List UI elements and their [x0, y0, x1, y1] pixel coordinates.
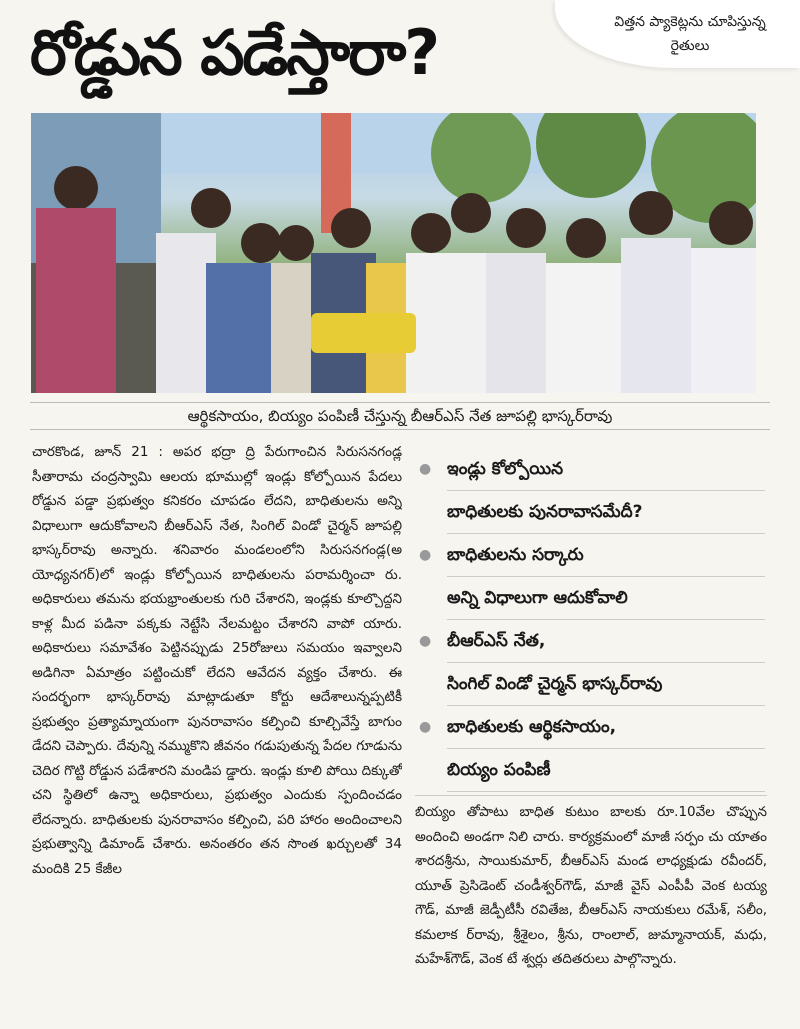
- highlight-line: ● ఇండ్లు కోల్పోయిన: [447, 448, 765, 491]
- highlight-line: ● బీఆర్‌ఎస్ నేత,: [447, 620, 765, 663]
- highlight-line: అన్ని విధాలుగా ఆదుకోవాలి: [447, 577, 765, 620]
- side-photo-caption: [555, 0, 800, 68]
- people-photo-illustration: [31, 113, 756, 393]
- highlight-line: ● బాధితులకు ఆర్థికసాయం,: [447, 706, 765, 749]
- article-body-left: చారకొండ, జూన్ 21 : అపర భద్రా ద్రి పేరుగాంచిన సిరుసనగండ్ల సీతారామ చంద్రస్వామి ఆలయ భూముల్లో ఇండ్లు కోల్పోయిన పేదలు రోడ్డున పడ్డా ప్రభుత్వం కనికరం చూపడం లేదని, బాధితులను అన్ని విధాలుగా ఆదుకోవాలని బీఆర్‌ఎస్ నేత, సింగిల్ విండో చైర్మన్ జూపల్లి భాస్కర్‌రావు అన్నారు. శనివారం మండలంలోని సిరుసనగండ్ల(అ యోధ్యనగర్)లో ఇండ్లు కోల్పోయిన బాధితులను పరామర్శించా రు. అధికారులు తమను భయభ్రాంతులకు గురి చేశారని, ఇండ్లకు కూల్చొద్దని కాళ్ల మీద పడినా పక్కకు నెట్టేసి నేలమట్టం చేశారని వాపో యారు. అధికారులు సమావేశం పెట్టినప్పుడు 25రోజులు సమయం ఇవ్వాలని అడిగినా ఏమాత్రం పట్టించుకో లేదని ఆవేదన వ్యక్తం చేశారు. ఈ సందర్భంగా భాస్కర్‌రావు మాట్లాడుతూ కోర్టు ఆదేశాలున్నప్పటికీ ప్రభుత్వం ప్రత్యామ్నాయంగా పునరావాసం కల్పించి కూల్చివేస్తే బాగుం డేదని చెప్పారు. దేవున్ని నమ్ముకొని జీవనం గడుపుతున్న పేదల గూడును చెదిర గొట్టి రోడ్డున పడేశారని మండిప డ్డారు. ఇండ్లు కూలి పోయి దిక్కుతో చని స్థితిలో ఉన్నా అధికారులు, ప్రభుత్వం ఎందుకు స్పందించడం లేదన్నారు. బాధితులకు పునరావాసం కల్పించి, పరి హారం అందించాలని ప్రభుత్వాన్ని డిమాండ్ చేశారు. అనంతరం తన సొంత ఖర్చులతో 34 మందికి 25 కేజీల: [32, 444, 402, 877]
- highlight-line: సింగిల్ విండో చైర్మన్ భాస్కర్‌రావు: [447, 663, 765, 706]
- article-body-right: బియ్యం తోపాటు బాధిత కుటుం బాలకు రూ.10వేల చొప్పున అందించి అండగా నిలి చారు. కార్యక్రమంలో మాజీ సర్పం చు యాతం శారదశ్రీను, సాయికుమార్, బీఆర్‌ఎస్ మండ లాధ్యక్షుడు రవీందర్, యూత్ ప్రెసిడెంట్ చండీశ్వర్‌గౌడ్, మాజీ వైస్ ఎంపీపీ వెంక టయ్య గౌడ్, మాజీ జెడ్పీటీసీ రవితేజ, బీఆర్‌ఎస్ నాయకులు రమేశ్, సలీం, కమలాక ర్‌రావు, శ్రీశైలం, శ్రీను, రాంలాల్, జుమ్మానాయక్, మధు, మహేశ్‌గౌడ్, వెంక టే శ్వర్లు తదితరులు పాల్గొన్నారు.: [415, 795, 767, 1025]
- side-caption-line2: రైతులు: [670, 38, 710, 54]
- headline: రోడ్డున పడేస్తారా?: [30, 16, 439, 89]
- photo-caption: ఆర్థికసాయం, బియ్యం పంపిణీ చేస్తున్న బీఆర్‌ఎస్ నేత జూపల్లి భాస్కర్‌రావు: [30, 402, 770, 430]
- highlight-line: ● బాధితులను సర్కారు: [447, 534, 765, 577]
- highlight-item: [415, 534, 765, 620]
- side-caption-line1: విత్తన ప్యాకెట్లను చూపిస్తున్న: [614, 14, 766, 30]
- highlights-list: [415, 448, 765, 792]
- highlight-item: [415, 448, 765, 534]
- news-photo: [31, 113, 756, 393]
- highlight-line: బాధితులకు పునరావాసమేదీ?: [447, 491, 765, 534]
- highlight-item: [415, 706, 765, 792]
- highlight-item: [415, 620, 765, 706]
- highlight-line: బియ్యం పంపిణీ: [447, 749, 765, 792]
